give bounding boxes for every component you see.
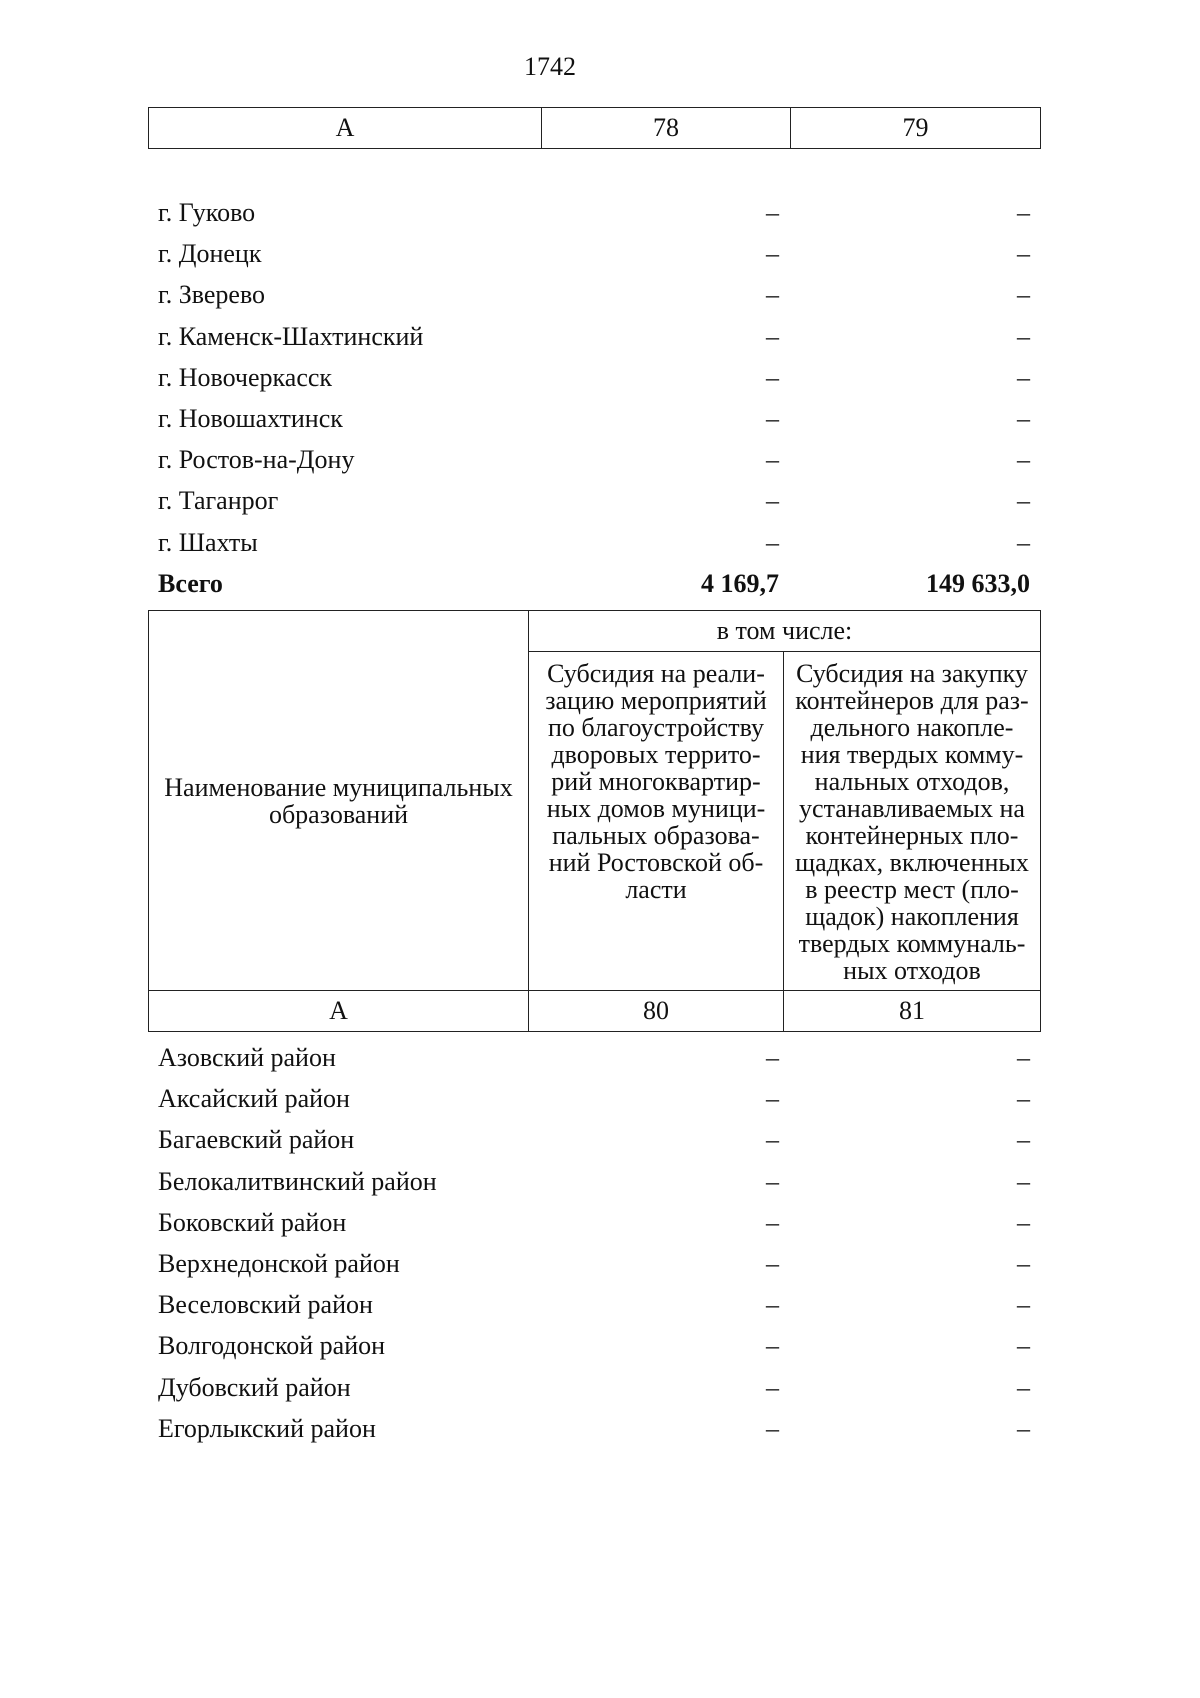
row-value-79: – [1017,403,1030,433]
row-name: Аксайский район [158,1084,350,1114]
row-value-81: – [1017,1372,1030,1402]
row-value-81: – [1017,1331,1030,1361]
row-value-81: – [1017,1290,1030,1320]
row-value-81: – [1017,1248,1030,1278]
total-value-78: 4 169,7 [701,568,779,598]
row-value-79: – [1017,527,1030,557]
table-row [158,1202,1030,1243]
table-row [158,480,1030,521]
row-value-78: – [766,280,779,310]
row-value-79: – [1017,239,1030,269]
row-value-79: – [1017,321,1030,351]
row-value-79: – [1017,198,1030,227]
row-name: Белокалитвинский район [158,1166,437,1196]
top-header-col-a: А [149,108,542,149]
row-value-81: – [1017,1043,1030,1072]
header-line: контейнеров для раз- [795,686,1029,715]
row-value-79: – [1017,280,1030,310]
header-row-including [149,611,1041,652]
row-value-79: – [1017,362,1030,392]
row-value-80: – [766,1125,779,1155]
row-name: Багаевский район [158,1125,355,1155]
row-value-78: – [766,445,779,475]
row-value-80: – [766,1248,779,1278]
row-value-81: – [1017,1125,1030,1155]
row-value-78: – [766,527,779,557]
bottom-column-header-table [148,610,1041,1032]
header-line: ния твердых комму- [800,740,1024,769]
header-including: в том числе: [529,611,1041,652]
header-line: ных домов муници- [546,794,766,823]
row-name: г. Донецк [158,239,262,269]
header-municipalities: Наименование муниципальных образований [149,611,529,991]
table-row [158,398,1030,439]
row-value-80: – [766,1372,779,1402]
table-row [158,1037,1030,1078]
top-data-rows [158,192,1030,604]
row-name: Азовский район [158,1043,336,1072]
bottom-header-col-80: 80 [529,991,784,1032]
header-subsidy-containers [784,652,1041,991]
row-name: г. Ростов-на-Дону [158,445,355,475]
row-value-80: – [766,1166,779,1196]
row-value-81: – [1017,1166,1030,1196]
table-row [158,233,1030,274]
row-value-80: – [766,1207,779,1237]
total-value-79: 149 633,0 [926,568,1030,598]
top-header-col-79: 79 [791,108,1041,149]
header-line: ных отходов [843,956,981,985]
total-label: Всего [158,568,223,598]
row-value-80: – [766,1084,779,1114]
row-name: г. Таганрог [158,486,279,516]
header-line: дворовых террито- [551,740,761,769]
bottom-header-col-a: А [149,991,529,1032]
header-line: ний Ростовской об- [548,848,764,877]
top-header-col-78: 78 [542,108,791,149]
table-row [158,1325,1030,1366]
table-row [158,1408,1030,1449]
header-line: рий многоквартир- [551,767,761,796]
table-row [158,1078,1030,1119]
table-row [158,274,1030,315]
row-name: г. Гуково [158,198,256,227]
bottom-header-col-81: 81 [784,991,1041,1032]
header-line: зацию мероприятий [545,686,767,715]
row-value-79: – [1017,486,1030,516]
row-value-78: – [766,321,779,351]
row-value-80: – [766,1413,779,1443]
row-name: г. Шахты [158,527,258,557]
row-name: Волгодонской район [158,1331,386,1361]
header-line: щадках, включенных [795,848,1029,877]
header-line: Субсидия на закупку [796,659,1028,688]
table-row [158,1161,1030,1202]
header-line: в реестр мест (пло- [805,875,1019,904]
header-line: контейнерных пло- [805,821,1019,850]
row-value-81: – [1017,1207,1030,1237]
row-name: Боковский район [158,1207,347,1237]
table-row [158,522,1030,563]
table-row [158,439,1030,480]
row-value-79: – [1017,445,1030,475]
table-row [158,1367,1030,1408]
bottom-data-rows [158,1037,1030,1449]
row-value-80: – [766,1043,779,1072]
row-name: Егорлыкский район [158,1413,376,1443]
header-line: по благоустройству [548,713,764,742]
page-number: 1742 [524,52,576,81]
header-line: ласти [625,875,687,904]
top-column-header-table [148,107,1041,149]
row-value-78: – [766,362,779,392]
total-row [158,563,1030,604]
header-line: устанавливаемых на [799,794,1025,823]
row-name: Верхнедонской район [158,1248,400,1278]
header-line: дельного накопле- [810,713,1014,742]
header-line: щадок) накопления [805,902,1019,931]
header-line: пальных образова- [552,821,760,850]
table-row [158,1119,1030,1160]
table-row [158,1243,1030,1284]
row-name: Веселовский район [158,1290,373,1320]
header-line: нальных отходов, [814,767,1010,796]
row-value-78: – [766,486,779,516]
header-line: твердых коммуналь- [798,929,1026,958]
row-name: г. Новочеркасск [158,362,333,392]
row-name: г. Новошахтинск [158,403,343,433]
row-value-78: – [766,239,779,269]
row-value-81: – [1017,1413,1030,1443]
top-header-row [149,108,1041,149]
row-value-78: – [766,198,779,227]
header-line: Субсидия на реали- [547,659,765,688]
row-name: г. Каменск-Шахтинский [158,321,424,351]
table-row [158,357,1030,398]
header-subsidy-courtyards [529,652,784,991]
row-name: Дубовский район [158,1372,351,1402]
table-row [158,192,1030,233]
row-value-78: – [766,403,779,433]
row-value-80: – [766,1290,779,1320]
table-row [158,1284,1030,1325]
row-name: г. Зверево [158,280,266,310]
row-value-80: – [766,1331,779,1361]
header-row-numbers [149,991,1041,1032]
row-value-81: – [1017,1084,1030,1114]
table-row [158,316,1030,357]
